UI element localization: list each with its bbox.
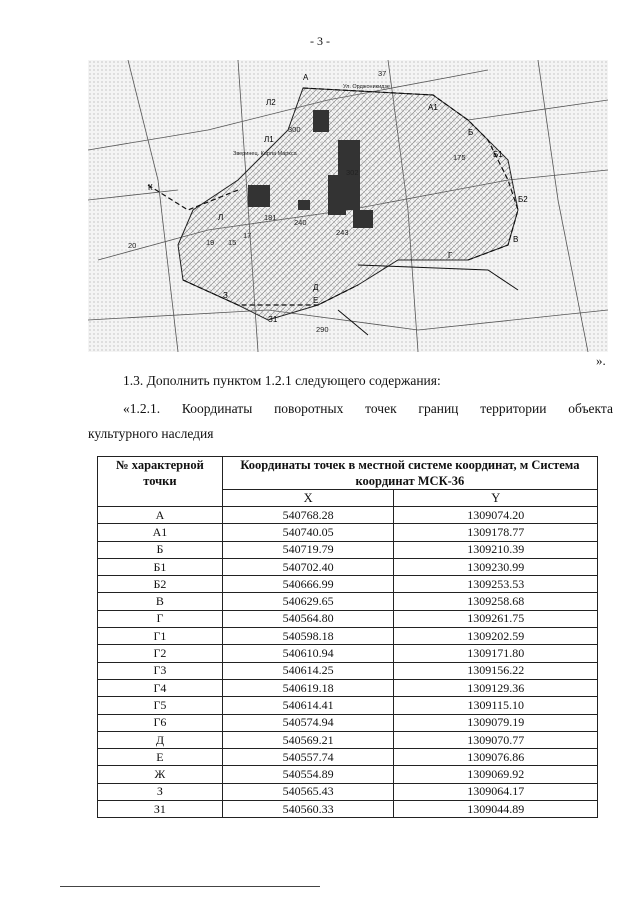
table-row (98, 731, 598, 748)
map-label-parcel: 300 (288, 125, 301, 134)
cell-point: З1 (98, 801, 223, 818)
table-row (98, 628, 598, 645)
coordinates-table (97, 456, 598, 818)
header-point: № характерной точки (98, 457, 223, 507)
cell-point: З (98, 783, 223, 800)
map-label-point: Л1 (264, 135, 274, 144)
cell-y: 1309210.39 (394, 541, 598, 558)
header-coordinates: Координаты точек в местной системе координат, м Система координат МСК-36 (222, 457, 597, 490)
table-row (98, 610, 598, 627)
cell-y: 1309171.80 (394, 645, 598, 662)
cell-point: Г (98, 610, 223, 627)
cell-x: 540598.18 (222, 628, 394, 645)
quote-close: ». (596, 353, 606, 368)
cell-point: Б (98, 541, 223, 558)
cell-x: 540740.05 (222, 524, 394, 541)
coordinates-table-body (98, 507, 598, 818)
cell-y: 1309070.77 (394, 731, 598, 748)
header-x: X (222, 490, 394, 507)
map-label-point: Л (218, 213, 224, 222)
cell-point: Б1 (98, 558, 223, 575)
cell-x: 540619.18 (222, 679, 394, 696)
map-label-parcel: 19 (206, 238, 215, 247)
cell-point: А (98, 507, 223, 524)
cell-point: Г3 (98, 662, 223, 679)
header-y: Y (394, 490, 598, 507)
cell-y: 1309115.10 (394, 697, 598, 714)
map-label-point: Г (448, 251, 453, 260)
cell-x: 540614.25 (222, 662, 394, 679)
cell-point: Б2 (98, 576, 223, 593)
cell-y: 1309129.36 (394, 679, 598, 696)
cell-y: 1309202.59 (394, 628, 598, 645)
table-row (98, 662, 598, 679)
boundary-map (88, 60, 608, 352)
table-row (98, 541, 598, 558)
map-label-point: Д (313, 283, 319, 292)
cell-point: Г6 (98, 714, 223, 731)
cell-x: 540629.65 (222, 593, 394, 610)
cell-point: Г5 (98, 697, 223, 714)
map-label-street: Ул. Орджоникидзе (343, 84, 390, 90)
table-row (98, 801, 598, 818)
map-label-point: А (303, 73, 309, 82)
cell-y: 1309079.19 (394, 714, 598, 731)
table-row (98, 679, 598, 696)
cell-point: Е (98, 749, 223, 766)
map-label-parcel: 243 (336, 228, 349, 237)
cell-x: 540610.94 (222, 645, 394, 662)
paragraph-1-2-1: «1.2.1. Координаты поворотных точек границ территории объекта (123, 401, 613, 416)
map-label-point: Б2 (518, 195, 528, 204)
cell-x: 540564.80 (222, 610, 394, 627)
cell-x: 540702.40 (222, 558, 394, 575)
cell-point: Г2 (98, 645, 223, 662)
cell-point: В (98, 593, 223, 610)
cell-x: 540768.28 (222, 507, 394, 524)
cell-y: 1309178.77 (394, 524, 598, 541)
map-label-parcel: 15 (228, 238, 237, 247)
cell-x: 540565.43 (222, 783, 394, 800)
map-label-street: Зверинец. Карла Маркса (233, 151, 297, 157)
map-label-point: Е (313, 296, 319, 305)
map-label-point: В (513, 235, 519, 244)
cell-point: А1 (98, 524, 223, 541)
map-label-parcel: 302 (346, 168, 359, 177)
cell-y: 1309069.92 (394, 766, 598, 783)
cell-x: 540719.79 (222, 541, 394, 558)
page-number: - 3 - (310, 34, 330, 48)
cell-y: 1309261.75 (394, 610, 598, 627)
cell-y: 1309076.86 (394, 749, 598, 766)
cell-point: Ж (98, 766, 223, 783)
map-label-parcel: 181 (264, 213, 277, 222)
table-row (98, 766, 598, 783)
cell-x: 540614.41 (222, 697, 394, 714)
map-label-point: Б1 (493, 150, 503, 159)
table-row (98, 697, 598, 714)
cell-x: 540554.89 (222, 766, 394, 783)
map-label-parcel: 20 (128, 241, 137, 250)
paragraph-continuation: культурного наследия (88, 426, 214, 441)
table-row (98, 783, 598, 800)
map-label-point: З (223, 291, 228, 300)
cell-point: Г1 (98, 628, 223, 645)
footer-rule (60, 886, 320, 887)
cell-y: 1309074.20 (394, 507, 598, 524)
cell-y: 1309044.89 (394, 801, 598, 818)
cell-y: 1309258.68 (394, 593, 598, 610)
cell-x: 540666.99 (222, 576, 394, 593)
cell-x: 540574.94 (222, 714, 394, 731)
cell-x: 540560.33 (222, 801, 394, 818)
table-row (98, 524, 598, 541)
map-label-parcel: 17 (243, 231, 252, 240)
cell-y: 1309253.53 (394, 576, 598, 593)
table-row (98, 576, 598, 593)
cell-point: Г4 (98, 679, 223, 696)
map-label-point: А1 (428, 103, 438, 112)
table-row (98, 507, 598, 524)
map-label-parcel: 37 (378, 69, 387, 78)
cell-y: 1309156.22 (394, 662, 598, 679)
paragraph-1-3: 1.3. Дополнить пунктом 1.2.1 следующего содержания: (123, 373, 441, 388)
table-row (98, 593, 598, 610)
table-row (98, 749, 598, 766)
cell-x: 540557.74 (222, 749, 394, 766)
cell-x: 540569.21 (222, 731, 394, 748)
map-label-parcel: 290 (316, 325, 329, 334)
table-row (98, 714, 598, 731)
map-label-parcel: 240 (294, 218, 307, 227)
table-row (98, 558, 598, 575)
map-label-point: З1 (268, 315, 278, 324)
map-label-point: Л2 (266, 98, 276, 107)
map-label-point: Б (468, 128, 474, 137)
table-row (98, 645, 598, 662)
map-label-parcel: 175 (453, 153, 466, 162)
cell-y: 1309230.99 (394, 558, 598, 575)
map-label-point: К (148, 183, 153, 192)
cell-point: Д (98, 731, 223, 748)
cell-y: 1309064.17 (394, 783, 598, 800)
